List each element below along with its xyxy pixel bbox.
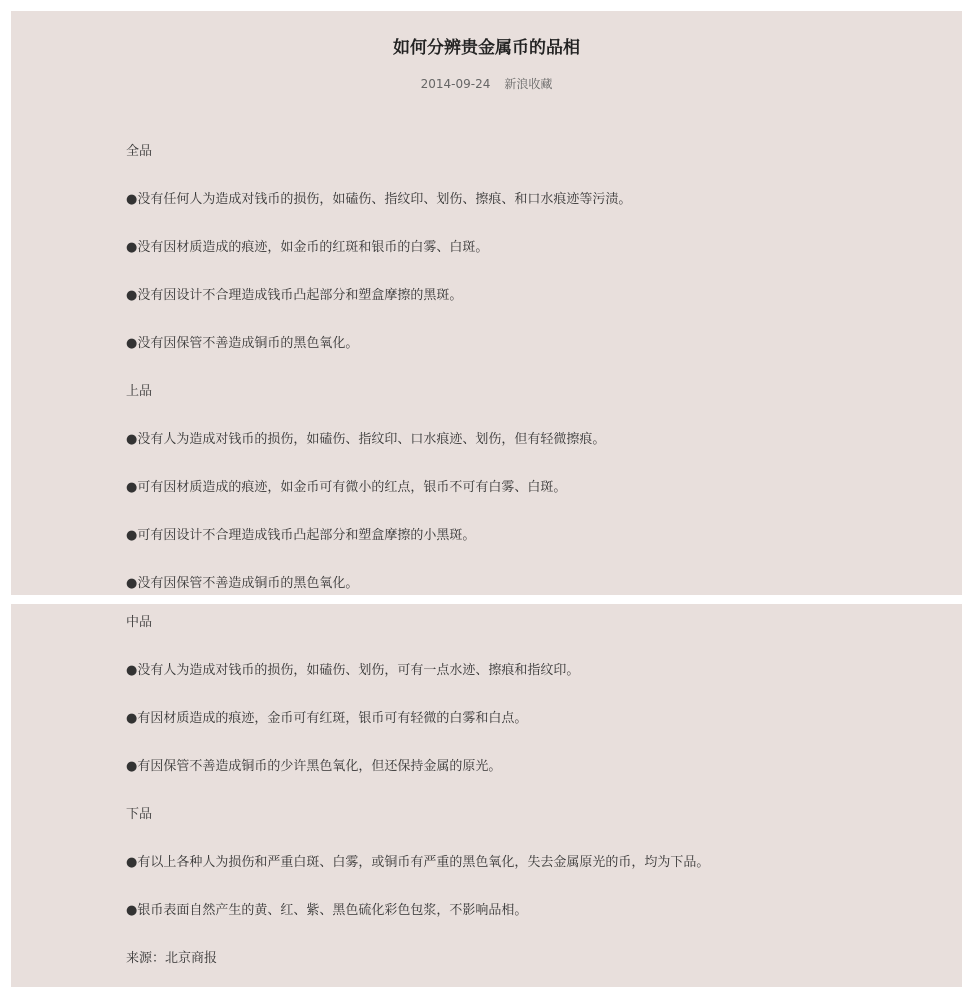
section-heading-quanpin: 全品 — [126, 144, 153, 159]
paragraph: ●没有因保管不善造成铜币的黑色氧化。 — [126, 336, 359, 351]
paragraph: ●没有因设计不合理造成钱币凸起部分和塑盒摩擦的黑斑。 — [126, 288, 463, 303]
paragraph: ●没有因保管不善造成铜币的黑色氧化。 — [126, 576, 359, 591]
paragraph: ●可有因设计不合理造成钱币凸起部分和塑盒摩擦的小黑斑。 — [126, 528, 476, 543]
paragraph: ●有因材质造成的痕迹，金币可有红斑，银币可有轻微的白雾和白点。 — [126, 711, 528, 726]
paragraph: ●没有人为造成对钱币的损伤，如磕伤、指纹印、口水痕迹、划伤，但有轻微擦痕。 — [126, 432, 606, 447]
section-heading-xiapin: 下品 — [126, 807, 153, 822]
article-title: 如何分辨贵金属币的品相 — [393, 38, 580, 58]
paragraph: ●没有因材质造成的痕迹，如金币的红斑和银币的白雾、白斑。 — [126, 240, 489, 255]
paragraph: ●有以上各种人为损伤和严重白斑、白雾，或铜币有严重的黑色氧化，失去金属原光的币，均为下品。 — [126, 855, 710, 870]
article-meta — [11, 75, 962, 92]
paragraph: ●银币表面自然产生的黄、红、紫、黑色硫化彩色包浆，不影响品相。 — [126, 903, 528, 918]
paragraph: ●没有人为造成对钱币的损伤，如磕伤、划伤，可有一点水迹、擦痕和指纹印。 — [126, 663, 580, 678]
source-credit: 来源：北京商报 — [126, 951, 218, 966]
article-panel-top — [11, 11, 962, 595]
article-source-tag: 新浪收藏 — [504, 77, 553, 91]
paragraph: ●没有任何人为造成对钱币的损伤，如磕伤、指纹印、划伤、擦痕、和口水痕迹等污渍。 — [126, 192, 632, 207]
paragraph: ●有因保管不善造成铜币的少许黑色氧化，但还保持金属的原光。 — [126, 759, 502, 774]
section-heading-shangpin: 上品 — [126, 384, 153, 399]
paragraph: ●可有因材质造成的痕迹，如金币可有微小的红点，银币不可有白雾、白斑。 — [126, 480, 567, 495]
section-heading-zhongpin: 中品 — [126, 615, 153, 630]
article-panel-bottom — [11, 604, 962, 987]
article-date: 2014-09-24 — [420, 77, 491, 91]
